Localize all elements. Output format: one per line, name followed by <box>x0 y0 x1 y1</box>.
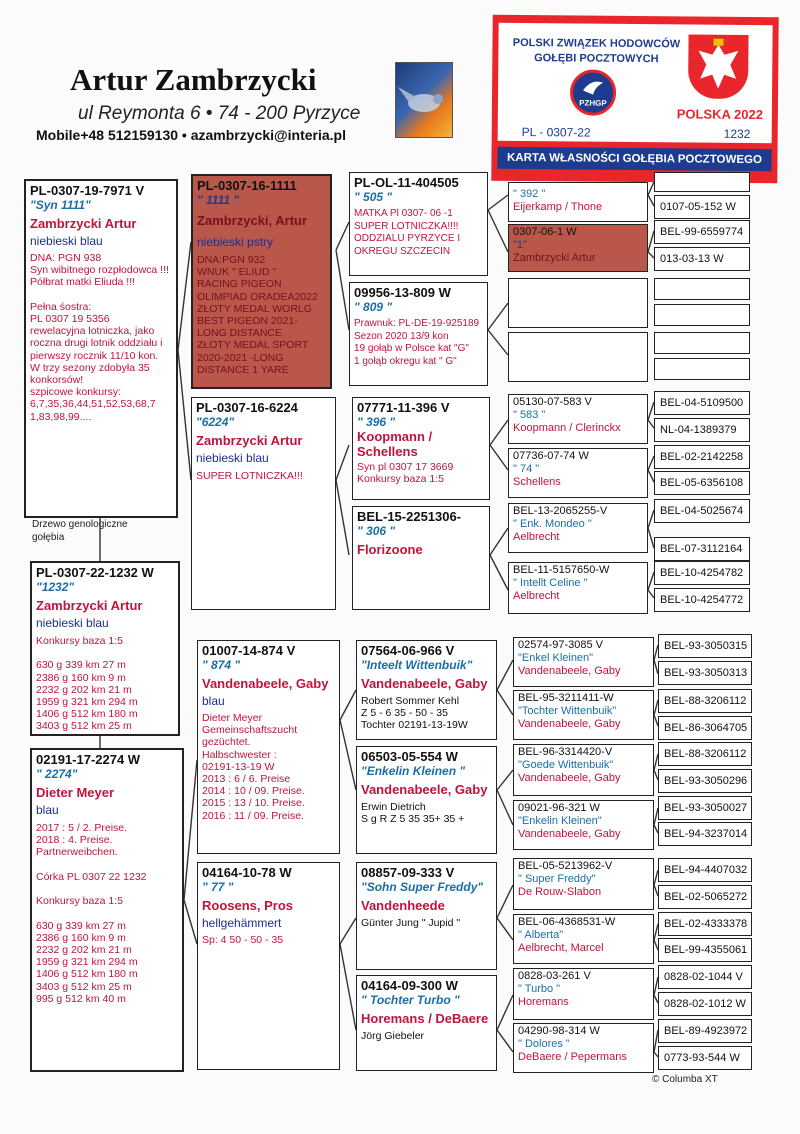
gen4-card[interactable] <box>508 562 648 614</box>
fm-pigeon-name: "6224" <box>196 415 235 429</box>
gen4-card[interactable] <box>513 690 654 740</box>
gen4-ring: BEL-11-5157650-W <box>513 564 610 576</box>
gen4-owner: Horemans <box>518 996 569 1008</box>
gen4-pigeon-name: " 392 " <box>513 188 546 200</box>
gen4-owner: Aelbrecht <box>513 531 560 543</box>
gen3-pigeon-name: "Inteelt Wittenbuik" <box>361 658 473 672</box>
gen5-box[interactable]: BEL-02-5065272 <box>658 885 752 909</box>
mother-owner: Dieter Meyer <box>36 785 115 800</box>
subject-notes: Konkursy baza 1:5 630 g 339 km 27 m 2386 g 160 km 9 m 2232 g 202 km 21 m 1959 g 321 km 294 m 1406 g 512 km 180 m 3403 g 512 km 25 m <box>36 635 138 733</box>
card-number: 1232 <box>723 126 751 142</box>
gen3-notes: Jörg Giebeler <box>361 1030 425 1042</box>
gen4-ring: 07736-07-74 W <box>513 450 589 462</box>
gen3-ring: 09956-13-809 W <box>354 285 451 300</box>
mm-owner: Roosens, Pros <box>202 898 294 913</box>
gen4-pigeon-name: " Super Freddy" <box>518 873 596 885</box>
mf-ring: 01007-14-874 V <box>202 643 296 658</box>
breeder-address: ul Reymonta 6 • 74 - 200 Pyrzyce <box>78 103 361 124</box>
gen3-owner: Horemans / DeBaere <box>361 1011 489 1026</box>
breeder-name: Artur Zambrzycki <box>70 62 317 97</box>
gen4-card[interactable] <box>508 503 648 553</box>
gen4-ring: BEL-13-2065255-V <box>513 505 608 517</box>
fm-owner: Zambrzycki Artur <box>196 433 303 448</box>
mother-color: blau <box>36 803 59 817</box>
gen5-box[interactable] <box>654 358 750 380</box>
gen5-box[interactable]: BEL-10-4254782 <box>654 561 750 585</box>
gen4-card[interactable] <box>513 744 654 796</box>
gen3-owner: Koopmann / Schellens <box>357 429 433 459</box>
gen3-card[interactable] <box>352 506 490 610</box>
gen4-ring: 0307-06-1 W <box>513 226 577 238</box>
gen4-owner: Schellens <box>513 476 561 488</box>
subject-ring: PL-0307-22-1232 W <box>36 565 154 580</box>
gen3-notes: Syn pl 0307 17 3669 Konkursy baza 1:5 <box>357 461 454 486</box>
mm-ring: 04164-10-78 W <box>202 865 292 880</box>
mf-notes: Dieter Meyer Gemeinschaftszucht gezüchtet. Halbschwester : 02191-13-19 W 2013 : 6 / 6. Preise 2014 : 10 / 09. Preise. 2015 : 13 / 10. Preise. 2016 : 11 / 09. Preise. <box>202 712 305 822</box>
ff-ring: PL-0307-16-1111 <box>197 178 297 193</box>
gen3-notes: Robert Sommer Kehl Z 5 - 6 35 - 50 - 35 Tochter 02191-13-19W <box>361 695 468 732</box>
gen4-ring: 0828-03-261 V <box>518 970 591 982</box>
gen4-card[interactable] <box>513 914 654 964</box>
mf-color: blau <box>202 694 225 708</box>
card-org-line2: GOŁĘBI POCZTOWYCH <box>534 52 659 66</box>
card-org-line1: POLSKI ZWIĄZEK HODOWCÓW <box>512 36 681 51</box>
gen5-box[interactable]: BEL-04-5025674 <box>654 499 750 523</box>
gen4-card[interactable] <box>508 448 648 498</box>
gen3-pigeon-name: " 306 " <box>357 524 396 538</box>
gen4-pigeon-name: " Alberta" <box>518 929 564 941</box>
gen4-card[interactable] <box>508 278 648 328</box>
gen4-pigeon-name: "Enkel Kleinen" <box>518 652 594 664</box>
gen4-ring: 09021-96-321 W <box>518 802 600 814</box>
gen5-box[interactable]: BEL-07-3112164 <box>654 537 750 561</box>
gen3-pigeon-name: "Sohn Super Freddy" <box>361 880 484 894</box>
gen3-pigeon-name: " 809 " <box>354 300 393 314</box>
father-card[interactable] <box>24 179 178 518</box>
mm-notes: Sp: 4 50 - 50 - 35 <box>202 934 284 946</box>
gen3-owner: Florizoone <box>357 542 423 557</box>
ff-owner: Zambrzycki, Artur <box>197 213 308 228</box>
gen4-ring: BEL-06-4368531-W <box>518 916 616 928</box>
gen5-box[interactable]: BEL-05-6356108 <box>654 471 750 495</box>
gen4-owner: DeBaere / Pepermans <box>518 1051 627 1063</box>
gen4-ring: 02574-97-3085 V <box>518 639 604 651</box>
gen4-pigeon-name: "Enkelin Kleinen" <box>518 815 602 827</box>
father-notes: DNA: PGN 938 Syn wibitnego rozpłodowca !!! Półbrat matki Eliuda !!! Pełna śostra: PL 0307 19 5356 rewelacyjna lotniczka, jako roczna drugi lotnik oddziału i pierwszy rocznik 11/10 kon. W trzy sezony zdobyła 35 konkorsów! szpicowe konkursy: 6,7,35,36,44,51,52,53,68,7 1,83,98,99.... <box>30 252 169 423</box>
gen3-owner: Vandenheede <box>361 898 445 913</box>
gen4-card[interactable] <box>508 332 648 382</box>
gen5-box-highlighted[interactable]: BEL-88-3206112 <box>658 689 752 713</box>
mother-notes: 2017 : 5 / 2. Preise. 2018 : 4. Preise. Partnerweibchen. Córka PL 0307 22 1232 Konkursy baza 1:5 630 g 339 km 27 m 2386 g 160 km 9 m 2232 g 202 km 21 m 1959 g 321 km 294 m 1406 g 512 km 180 m 3403 g 512 km 25 m 995 g 512 km 40 m <box>36 822 147 1005</box>
ff-color: niebieski pstry <box>197 235 274 249</box>
gen3-card[interactable] <box>356 975 497 1071</box>
gen3-ring: 07771-11-396 V <box>357 400 450 415</box>
ff-card[interactable] <box>191 174 332 389</box>
gen4-pigeon-name: "Goede Wittenbuik" <box>518 759 614 771</box>
mf-pigeon-name: " 874 " <box>202 658 241 672</box>
father-owner: Zambrzycki Artur <box>30 216 137 231</box>
gen3-card[interactable] <box>356 862 497 970</box>
gen5-box[interactable]: NL-04-1389379 <box>654 418 750 442</box>
gen5-box[interactable]: BEL-10-4254772 <box>654 588 750 612</box>
mm-pigeon-name: " 77 " <box>202 880 234 894</box>
gen5-box[interactable]: BEL-93-3050296 <box>658 769 752 793</box>
card-footer: KARTA WŁASNOŚCI GOŁĘBIA POCZTOWEGO <box>497 147 771 171</box>
mother-ring: 02191-17-2274 W <box>36 752 141 767</box>
gen3-card[interactable] <box>356 746 497 854</box>
fm-notes: SUPER LOTNICZKA!!! <box>196 470 303 482</box>
gen4-pigeon-name: " Enk. Mondeo " <box>513 518 592 530</box>
subject-card[interactable] <box>30 561 180 736</box>
gen4-card[interactable] <box>513 968 654 1020</box>
gen4-card[interactable] <box>508 394 648 444</box>
mf-owner: Vandenabeele, Gaby <box>202 676 329 691</box>
gen3-pigeon-name: " Tochter Turbo " <box>361 993 460 1007</box>
card-ring: PL - 0307-22 <box>521 125 591 140</box>
gen3-ring: BEL-15-2251306- <box>357 509 462 524</box>
gen4-owner: Vandenabeele, Gaby <box>518 665 621 677</box>
gen5-box[interactable]: BEL-99-6559774 <box>654 220 750 244</box>
gen4-pigeon-name: "Tochter Wittenbuik" <box>518 705 617 717</box>
mm-color: hellgehämmert <box>202 916 282 930</box>
gen5-box[interactable] <box>654 172 750 192</box>
gen5-box[interactable]: BEL-93-3050315 <box>658 634 752 658</box>
gen5-box[interactable] <box>654 278 750 300</box>
gen5-box[interactable]: BEL-93-3050313 <box>658 661 752 685</box>
gen4-owner: Vandenabeele, Gaby <box>518 828 621 840</box>
ff-notes: DNA:PGN 932 WNUK " ELIUD " RACING PIGEON OLIMPIAD ORADEA2022 ZŁOTY MEDAL WORLG BEST PIGEON 2021- LONG DISTANCE ZŁOTY MEDAL SPORT 2020-2021 -LONG DISTANCE 1 YARE <box>197 254 318 376</box>
gen4-ring: 04290-98-314 W <box>518 1025 600 1037</box>
gen3-pigeon-name: " 396 " <box>357 415 396 429</box>
gen5-box[interactable]: BEL-04-5109500 <box>654 391 750 415</box>
ff-pigeon-name: " 1111 " <box>197 193 240 207</box>
gen5-box[interactable]: 0828-02-1044 V <box>658 965 752 989</box>
gen3-pigeon-name: "Enkelin Kleinen " <box>361 764 466 778</box>
gen4-owner: Eijerkamp / Thone <box>513 201 603 213</box>
gen5-box[interactable]: 0773-93-544 W <box>658 1046 752 1070</box>
gen3-card[interactable] <box>349 282 488 386</box>
card-logo-text: PZHGP <box>579 98 607 108</box>
gen3-owner: Vandenabeele, Gaby <box>361 782 488 797</box>
subject-pigeon-name: "1232" <box>36 580 75 594</box>
gen5-box[interactable]: 013-03-13 W <box>654 247 750 271</box>
mother-pigeon-name: " 2274" <box>36 767 78 781</box>
gen3-notes: MATKA Pl 0307- 06 -1 SUPER LOTNICZKA!!!! ODDZIALU PYRZYCE I OKREGU SZCZECIN <box>354 208 461 257</box>
gen4-card[interactable] <box>513 800 654 850</box>
gen3-card[interactable] <box>349 172 488 276</box>
gen3-notes: Günter Jung " Jupid " <box>361 917 461 929</box>
gen3-ring: 08857-09-333 V <box>361 865 455 880</box>
gen3-ring: PL-OL-11-404505 <box>354 175 459 190</box>
gen5-box[interactable] <box>654 332 750 354</box>
gen5-box[interactable]: BEL-86-3064705 <box>658 716 752 740</box>
gen4-card[interactable] <box>508 224 648 272</box>
gen4-ring: BEL-05-5213962-V <box>518 860 613 872</box>
gen3-ring: 04164-09-300 W <box>361 978 458 993</box>
gen5-box[interactable]: BEL-02-2142258 <box>654 445 750 469</box>
gen4-pigeon-name: " Turbo " <box>518 983 561 995</box>
gen4-owner: Aelbrecht, Marcel <box>518 942 604 954</box>
card-country: POLSKA 2022 <box>676 106 764 123</box>
gen4-ring: BEL-95-3211411-W <box>518 692 614 704</box>
gen4-card[interactable] <box>513 637 654 687</box>
mm-card[interactable] <box>197 862 340 1070</box>
gen3-notes: Erwin Dietrich S g R Z 5 35 35+ 35 + <box>361 801 465 826</box>
gen4-owner: Vandenabeele, Gaby <box>518 718 621 730</box>
gen4-ring: 05130-07-583 V <box>513 396 592 408</box>
gen3-ring: 07564-06-966 V <box>361 643 455 658</box>
gen3-notes: Prawnuk: PL-DE-19-925189 Sezon 2020 13/9 kon 19 gołąb w Polsce kat "G" 1 gołąb okregu kat " G" <box>354 318 480 367</box>
gen4-pigeon-name: "1" <box>513 239 527 251</box>
gen5-box-highlighted[interactable]: BEL-88-3206112 <box>658 742 752 766</box>
father-color: niebieski blau <box>30 234 103 248</box>
gen4-pigeon-name: " Dolores " <box>518 1038 570 1050</box>
mother-card[interactable] <box>30 748 184 1072</box>
father-ring: PL-0307-19-7971 V <box>30 183 145 198</box>
subject-color: niebieski blau <box>36 616 109 630</box>
gen4-card[interactable] <box>508 182 648 222</box>
gen4-owner: Aelbrecht <box>513 590 560 602</box>
gen4-pigeon-name: " 74 " <box>513 463 540 475</box>
gen5-box[interactable]: BEL-02-4333378 <box>658 912 752 936</box>
gen3-ring: 06503-05-554 W <box>361 749 458 764</box>
gen4-card[interactable] <box>513 1023 654 1073</box>
mf-card[interactable] <box>197 640 340 854</box>
gen5-box[interactable]: 0107-05-152 W <box>654 195 750 219</box>
gen5-box[interactable]: BEL-94-4407032 <box>658 858 752 882</box>
gen3-pigeon-name: " 505 " <box>354 190 393 204</box>
gen3-owner: Vandenabeele, Gaby <box>361 676 488 691</box>
fm-card[interactable] <box>191 397 336 610</box>
gen4-ring: BEL-96-3314420-V <box>518 746 613 758</box>
gen5-box[interactable]: BEL-94-3237014 <box>658 822 752 846</box>
gen4-card[interactable] <box>513 858 654 910</box>
gen3-card[interactable] <box>356 640 497 740</box>
gen5-box[interactable]: BEL-93-3050027 <box>658 796 752 820</box>
gen5-box[interactable]: BEL-99-4355061 <box>658 938 752 962</box>
gen4-pigeon-name: " 583 " <box>513 409 546 421</box>
gen4-owner: De Rouw-Slabon <box>518 886 602 898</box>
gen5-box[interactable]: 0828-02-1012 W <box>658 992 752 1016</box>
fm-color: niebieski blau <box>196 451 269 465</box>
gen5-box[interactable] <box>654 304 750 326</box>
subject-owner: Zambrzycki Artur <box>36 598 143 613</box>
gen5-box[interactable]: BEL-89-4923972 <box>658 1019 752 1043</box>
gen4-owner: Vandenabeele, Gaby <box>518 772 621 784</box>
father-pigeon-name: "Syn 1111" <box>30 198 91 212</box>
fm-ring: PL-0307-16-6224 <box>196 400 298 415</box>
tree-label: Drzewo genologiczne gołębia <box>32 519 128 543</box>
gen4-owner: Zambrzycki Artur <box>513 252 596 264</box>
gen4-owner: Koopmann / Clerinckx <box>513 422 621 434</box>
gen4-pigeon-name: " Intellt Celine " <box>513 577 588 589</box>
gen3-card[interactable] <box>352 397 490 500</box>
breeder-contact: Mobile+48 512159130 • azambrzycki@interia.pl <box>36 127 346 143</box>
footer-credit: © Columba XT <box>652 1074 718 1085</box>
